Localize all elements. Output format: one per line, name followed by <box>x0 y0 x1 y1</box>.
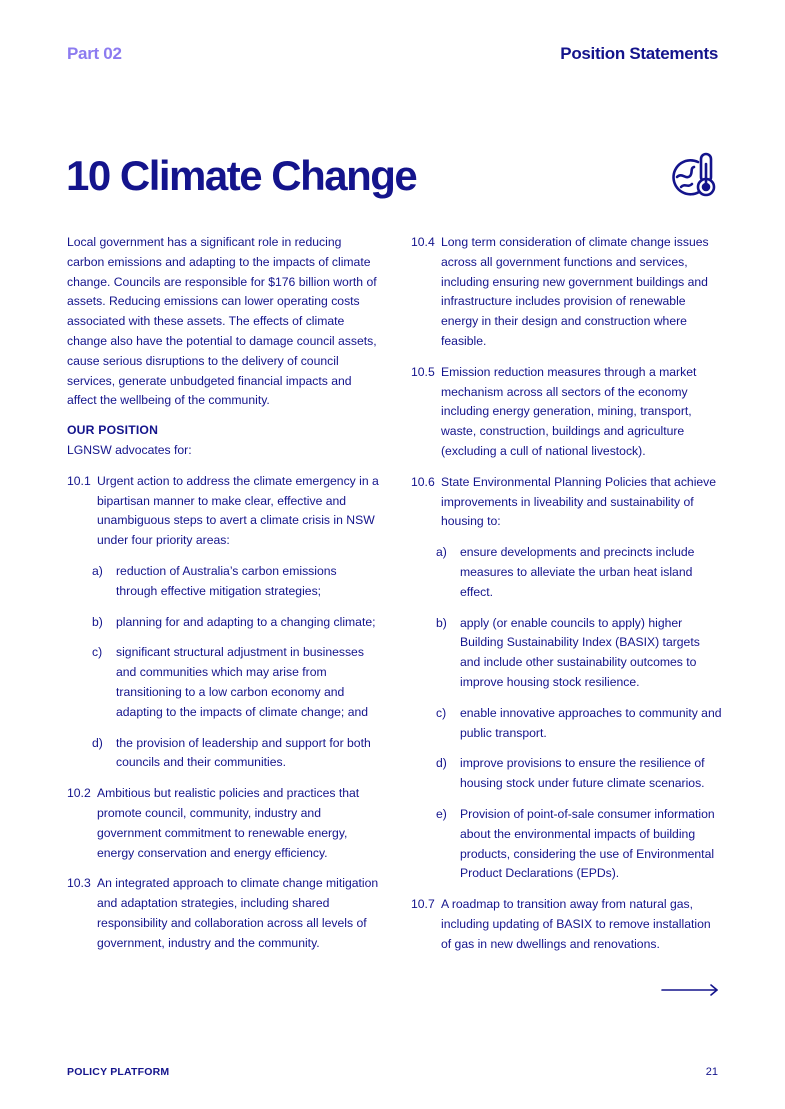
position-item-10-2 <box>67 784 381 863</box>
sub-text: enable innovative approaches to community and public transport. <box>460 705 722 740</box>
sub-text: improve provisions to ensure the resilience of housing stock under future climate scenarios. <box>460 756 705 791</box>
sub-letter: c) <box>92 645 103 660</box>
item-number: 10.3 <box>67 876 91 891</box>
sub-letter: a) <box>436 545 447 560</box>
sub-item-c <box>436 704 723 744</box>
sub-text: ensure developments and precincts include measures to alleviate the urban heat island effect. <box>460 545 695 599</box>
item-text: Urgent action to address the climate emergency in a bipartisan manner to make clear, effective and unambiguous steps to avert a climate crisis in NSW under four priority areas: <box>97 473 379 548</box>
sub-item-d <box>436 754 723 794</box>
sub-text: the provision of leadership and support for both councils and their communities. <box>116 735 371 770</box>
item-number: 10.2 <box>67 786 91 801</box>
position-item-10-7 <box>411 895 723 954</box>
footer-label: POLICY PLATFORM <box>67 1066 170 1078</box>
item-text: A roadmap to transition away from natural gas, including updating of BASIX to remove installation of gas in new dwellings and renovations. <box>441 897 711 951</box>
position-item-10-6 <box>411 473 723 884</box>
left-column <box>67 233 381 965</box>
item-text: An integrated approach to climate change mitigation and adaptation strategies, including shared responsibility and collaboration across all levels of government, industry and the community. <box>97 876 379 950</box>
item-text: Emission reduction measures through a market mechanism across all sectors of the economy including energy generation, mining, transport, waste, construction, buildings and agriculture (excluding a cull of national livestock). <box>441 364 697 458</box>
arrow-right-icon[interactable] <box>660 982 720 998</box>
position-item-10-5 <box>411 363 723 462</box>
sub-item-b <box>92 613 381 633</box>
item-text: Ambitious but realistic policies and practices that promote council, community, industry and government commitment to renewable energy, energy conservation and energy efficiency. <box>97 786 360 860</box>
sub-text: planning for and adapting to a changing climate; <box>116 614 376 629</box>
sub-item-a <box>436 543 723 602</box>
sub-item-e <box>436 805 723 884</box>
sub-text: apply (or enable councils to apply) higher Building Sustainability Index (BASIX) targets and include other sustainability outcomes to improve housing stock resilience. <box>460 615 700 689</box>
sub-item-a <box>92 562 381 602</box>
item-number: 10.1 <box>67 473 91 488</box>
intro-paragraph: Local government has a significant role in reducing carbon emissions and adapting to the impacts of climate change. Councils are responsible for $176 billion worth of assets. Reducing emissions can lower operating costs associated with these assets. The effects of climate change also have the potential to damage council assets, cause serious disruptions to the delivery of council services, generate unbudgeted financial impacts and affect the wellbeing of the community. <box>67 235 377 408</box>
right-column <box>411 233 723 966</box>
sub-list <box>92 562 381 773</box>
sub-text: significant structural adjustment in businesses and communities which may arise from transitioning to a low carbon economy and adapting to the impacts of climate change; and <box>116 645 369 719</box>
position-item-10-4 <box>411 233 723 352</box>
item-text: State Environmental Planning Policies that achieve improvements in liveability and sustainability of housing to: <box>441 474 717 529</box>
sub-letter: a) <box>92 563 103 578</box>
sub-letter: d) <box>92 735 103 750</box>
item-number: 10.4 <box>411 235 435 249</box>
sub-item-c <box>92 643 381 722</box>
sub-item-b <box>436 614 723 693</box>
sub-list <box>436 543 723 884</box>
sub-letter: e) <box>436 806 447 821</box>
item-number: 10.5 <box>411 364 435 379</box>
position-heading: OUR POSITION <box>67 423 159 438</box>
item-number: 10.7 <box>411 897 435 912</box>
header-part-label: Part 02 <box>67 44 122 63</box>
sub-letter: b) <box>92 614 103 629</box>
item-text: Long term consideration of climate change issues across all government functions and services, including ensuring new government buildings and infrastructure includes provision of renewable energy in their design and construction where feasible. <box>441 235 709 348</box>
globe-thermometer-icon <box>672 150 720 198</box>
page-title: 10 Climate Change <box>66 152 417 199</box>
sub-text: Provision of point-of-sale consumer information about the environmental impacts of building products, considering the use of Environmental Product Declarations (EPDs). <box>460 806 715 881</box>
sub-text: reduction of Australia’s carbon emissions through effective mitigation strategies; <box>116 563 337 598</box>
position-item-10-1 <box>67 472 381 773</box>
page-number: 21 <box>705 1066 718 1078</box>
position-lead: LGNSW advocates for: <box>67 442 192 457</box>
item-number: 10.6 <box>411 474 435 489</box>
sub-letter: d) <box>436 756 447 771</box>
sub-item-d <box>92 734 381 774</box>
sub-letter: c) <box>436 705 447 720</box>
sub-letter: b) <box>436 615 447 630</box>
position-item-10-3 <box>67 874 381 953</box>
header-section-label: Position Statements <box>560 44 718 63</box>
